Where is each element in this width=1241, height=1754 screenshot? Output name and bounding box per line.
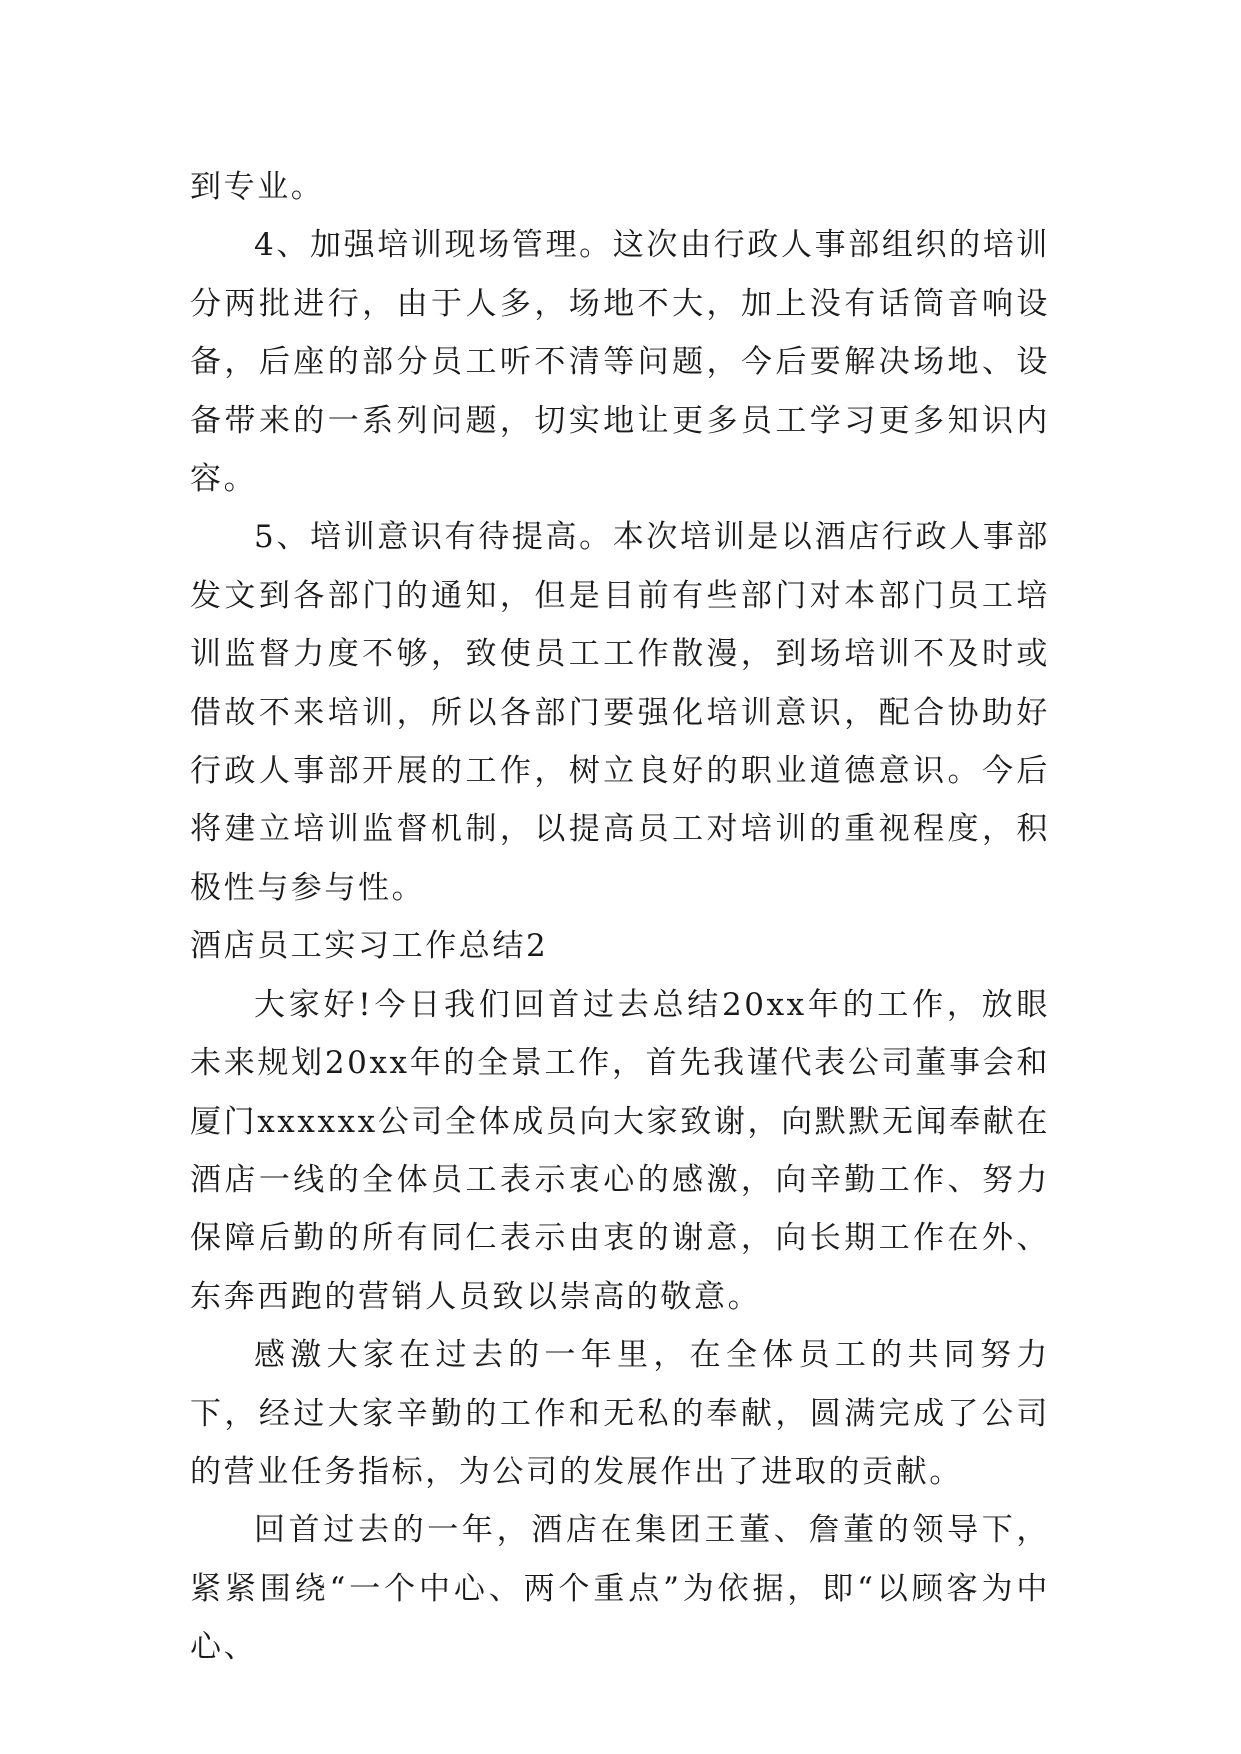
paragraph-5: 感激大家在过去的一年里，在全体员工的共同努力下，经过大家辛勤的工作和无私的奉献，圆满完成了公司的营业任务指标，为公司的发展作出了进取的贡献。 [190, 1337, 1050, 1490]
paragraph-4: 大家好!今日我们回首过去总结20xx年的工作，放眼未来规划20xx年的全景工作，首先我谨代表公司董事会和厦门xxxxxx公司全体成员向大家致谢，向默默无闻奉献在酒店一线的全体员工表示衷心的感激，向辛勤工作、努力保障后勤的所有同仁表示由衷的谢意，向长期工作在外、东奔西跑的营销人员致以崇高的敬意。 [190, 986, 1050, 1315]
paragraph-2: 4、加强培训现场管理。这次由行政人事部组织的培训分两批进行，由于人多，场地不大，加上没有话筒音响设备，后座的部分员工听不清等问题，今后要解决场地、设备带来的一系列问题，切实地让更多员工学习更多知识内容。 [190, 227, 1050, 498]
paragraph-6: 回首过去的一年，酒店在集团王董、詹董的领导下，紧紧围绕“一个中心、两个重点”为依据，即“以顾客为中心、 [190, 1512, 1050, 1666]
section-title: 酒店员工实习工作总结2 [190, 928, 549, 965]
document-body [190, 158, 1050, 1677]
paragraph-3: 5、培训意识有待提高。本次培训是以酒店行政人事部发文到各部门的通知，但是目前有些部门对本部门员工培训监督力度不够，致使员工工作散漫，到场培训不及时或借故不来培训，所以各部门要强化培训意识，配合协助好行政人事部开展的工作，树立良好的职业道德意识。今后将建立培训监督机制，以提高员工对培训的重视程度，积极性与参与性。 [190, 519, 1050, 906]
paragraph-1: 到专业。 [190, 169, 325, 205]
